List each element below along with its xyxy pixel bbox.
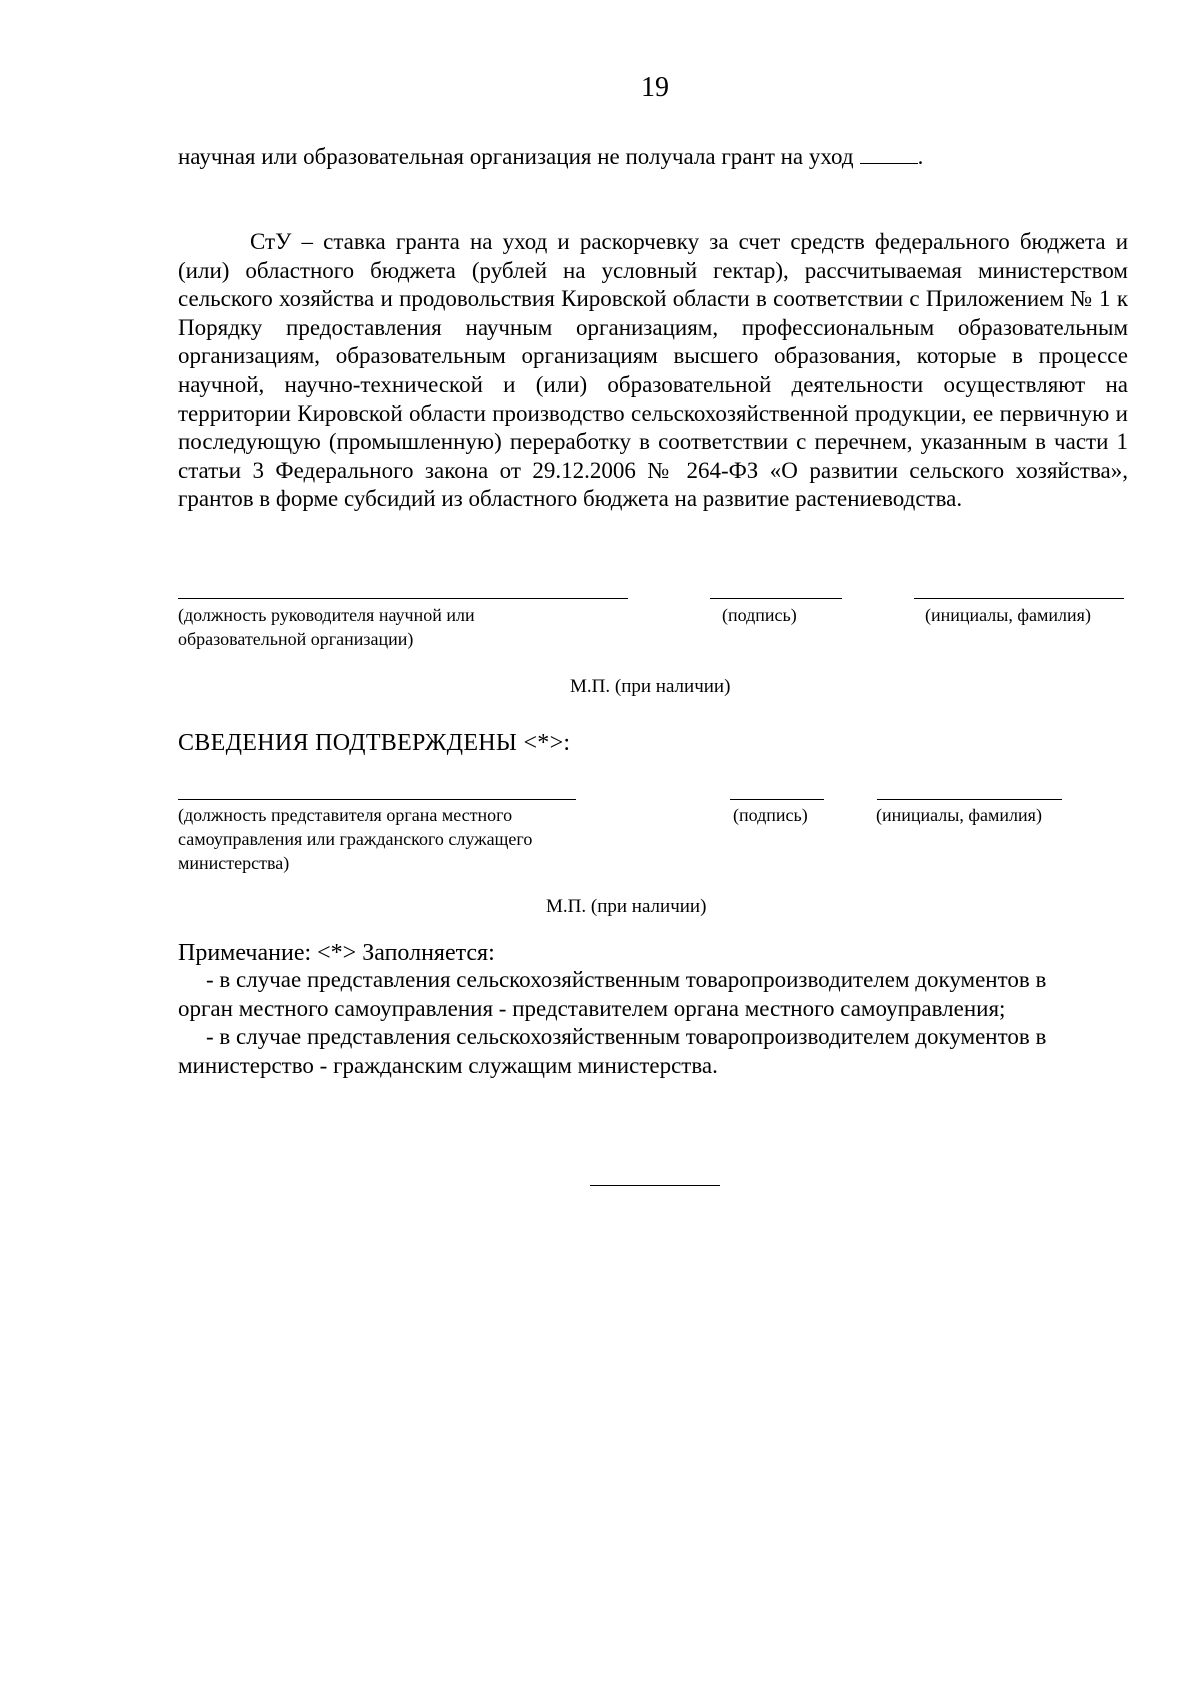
- position-caption: (должность руководителя научной или образовательной организации): [178, 605, 475, 649]
- confirmed-heading: СВЕДЕНИЯ ПОДТВЕРЖДЕНЫ <*>:: [178, 730, 571, 756]
- note-item: - в случае представления сельскохозяйственным товаропроизводителем документов в министерство - гражданским служащим министерства.: [178, 1024, 1047, 1078]
- signature-line: [710, 598, 842, 599]
- name-caption: (инициалы, фамилия): [925, 605, 1091, 625]
- stamp-label: М.П. (при наличии): [570, 676, 731, 697]
- intro-suffix: .: [917, 144, 924, 169]
- main-paragraph: СтУ – ставка гранта на уход и раскорчевку за счет средств федерального бюджета и (или) областного бюджета (рублей на условный гектар), рассчитываемая министерством сельского хозяйства и продовольствия Кировской области в соответствии с Приложением № 1 к Порядку предоставления научным организациям, профессиональным образовательным организациям, образовательным организациям высшего образования, которые в процессе научной, научно-технической и (или) образовательной деятельности осуществляют на территории Кировской области производство сельскохозяйственной продукции, ее первичную и последующую (промышленную) переработку в соответствии с перечнем, указанным в части 1 статьи 3 Федерального закона от 29.12.2006 № 264-ФЗ «О развитии сельского хозяйства», грантов в форме субсидий из областного бюджета на развитие растениеводства.: [178, 229, 1128, 512]
- note-title: Примечание: <*> Заполняется:: [178, 940, 495, 966]
- signature-caption-2: (подпись): [733, 805, 808, 825]
- note-body: [178, 966, 1078, 1080]
- name-line: [914, 598, 1124, 599]
- stamp-label-2: М.П. (при наличии): [546, 896, 707, 917]
- end-divider: [590, 1185, 720, 1186]
- intro-text: научная или образовательная организация не получала грант на уход: [178, 144, 854, 169]
- note-item: - в случае представления сельскохозяйственным товаропроизводителем документов в орган местного самоуправления - представителем органа местного самоуправления;: [178, 967, 1047, 1021]
- position-line-2: [178, 799, 576, 800]
- signature-line-2: [730, 799, 824, 800]
- name-line-2: [877, 799, 1062, 800]
- page-number: 19: [641, 72, 669, 103]
- name-caption-2: (инициалы, фамилия): [876, 805, 1042, 825]
- position-caption-2: (должность представителя органа местного самоуправления или гражданского служащего министерства): [178, 805, 533, 873]
- position-line: [178, 598, 628, 599]
- blank-field: [860, 143, 918, 164]
- signature-caption: (подпись): [722, 605, 797, 625]
- intro-line: [178, 143, 923, 170]
